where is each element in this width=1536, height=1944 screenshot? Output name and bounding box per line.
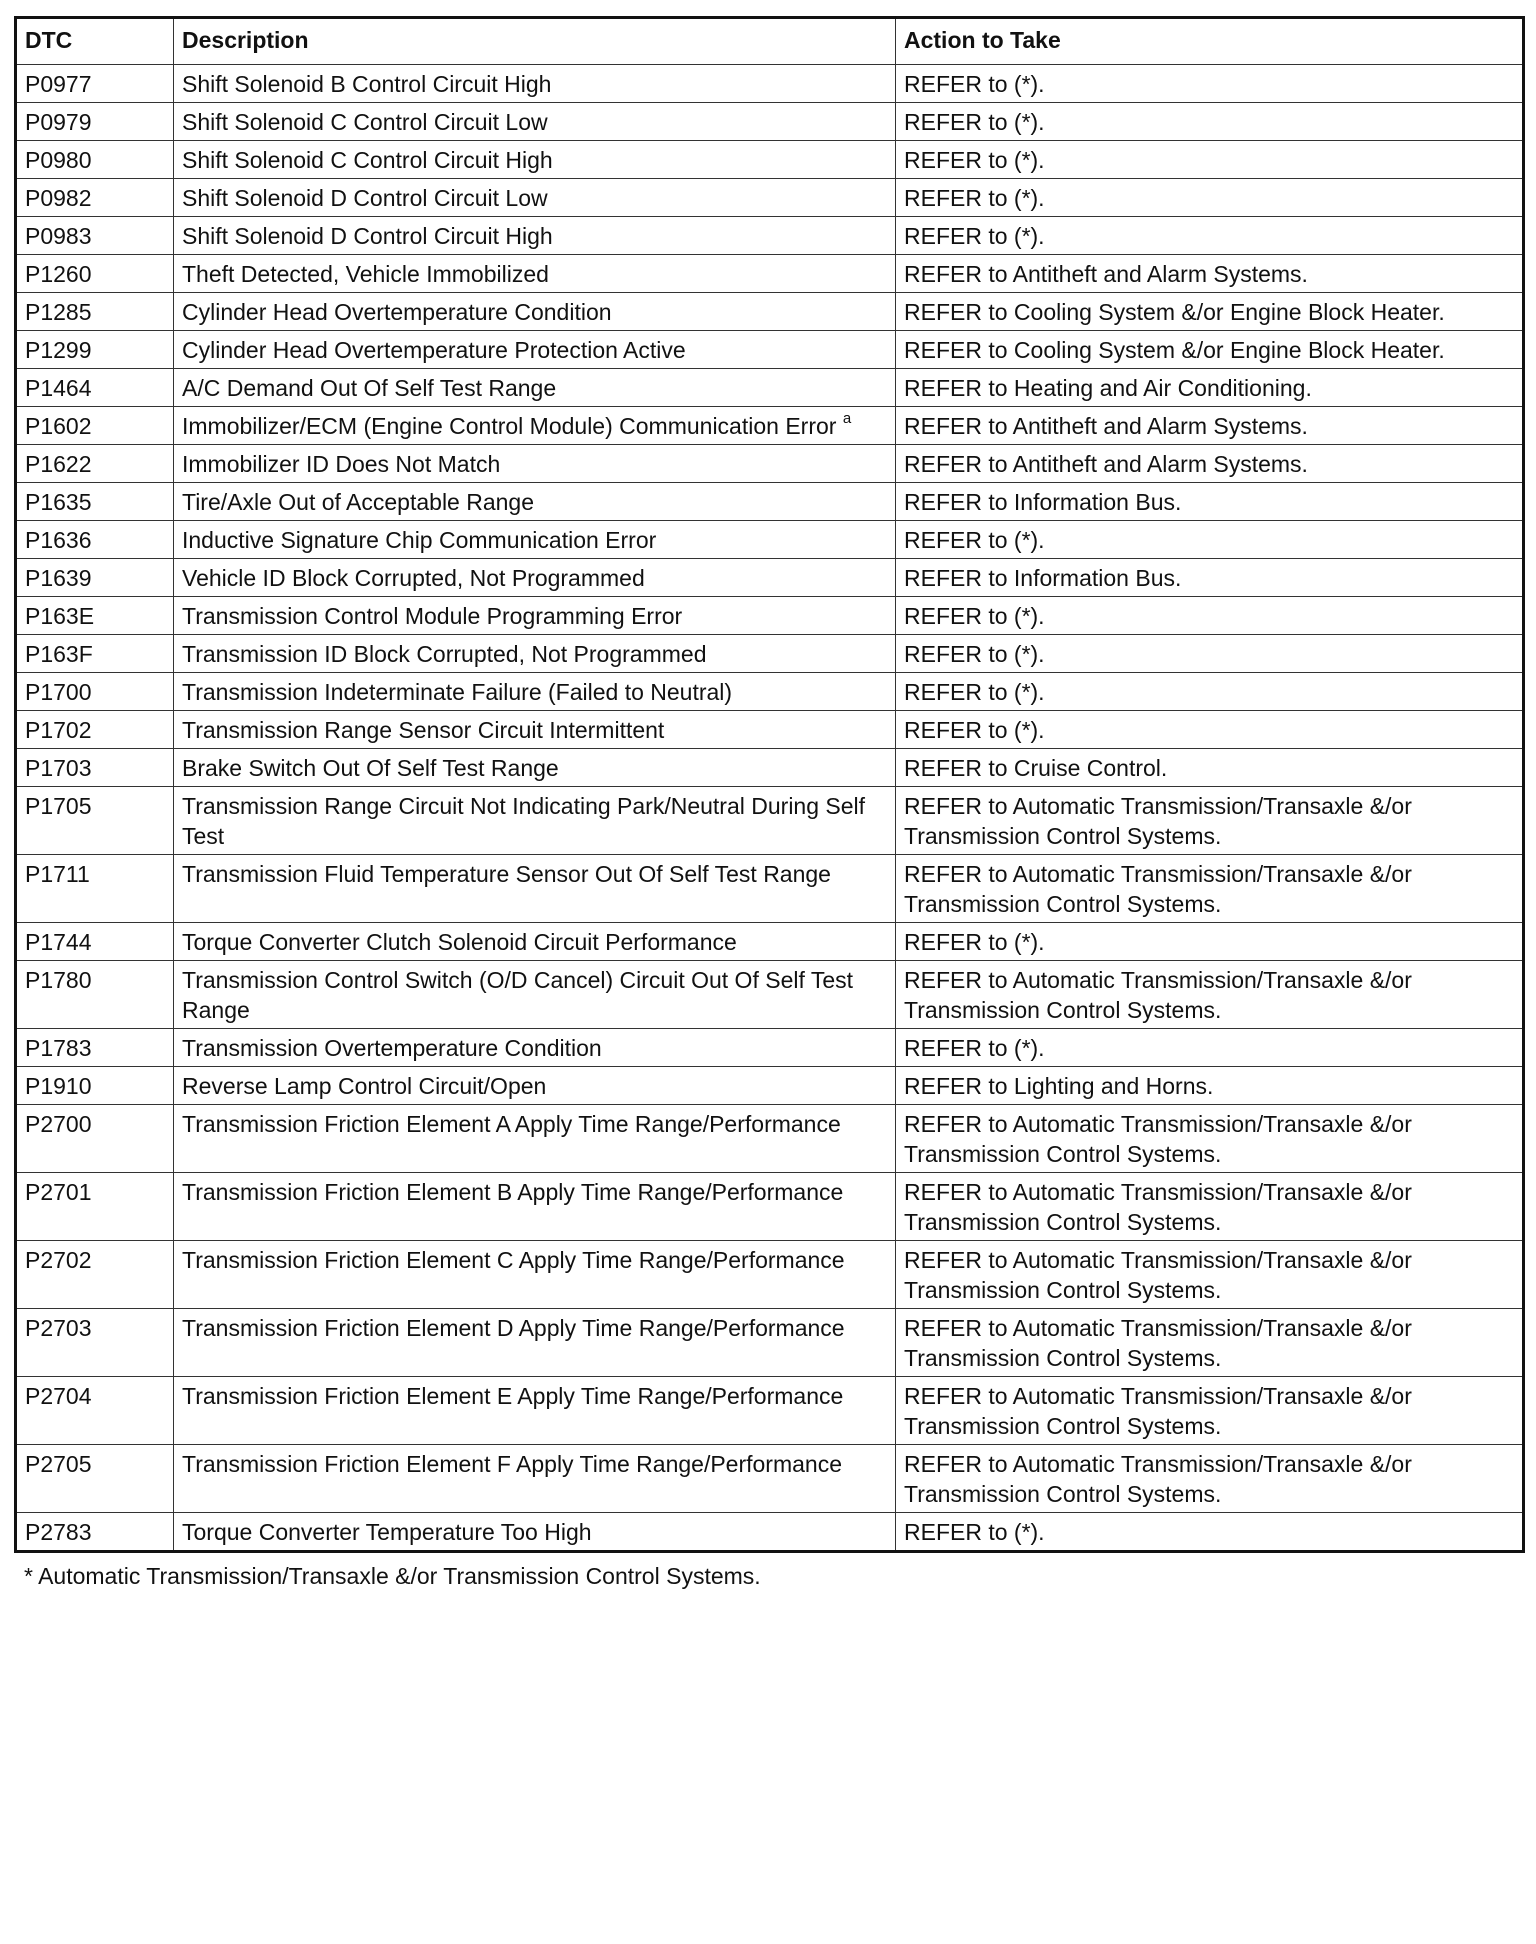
dtc-action: REFER to (*).: [896, 923, 1524, 961]
dtc-code: P1780: [16, 961, 174, 1029]
description-text: Shift Solenoid C Control Circuit Low: [182, 109, 548, 135]
description-text: Transmission Friction Element F Apply Time Range/Performance: [182, 1451, 843, 1477]
dtc-code: P1636: [16, 521, 174, 559]
table-row: [16, 141, 1524, 179]
table-row: [16, 749, 1524, 787]
dtc-description: [174, 255, 896, 293]
table-row: [16, 217, 1524, 255]
dtc-action: REFER to (*).: [896, 217, 1524, 255]
dtc-action: REFER to Automatic Transmission/Transaxle &/or Transmission Control Systems.: [896, 1377, 1524, 1445]
table-row: [16, 961, 1524, 1029]
dtc-description: [174, 141, 896, 179]
dtc-table: [14, 16, 1525, 1553]
table-row: [16, 1067, 1524, 1105]
dtc-action: REFER to Cruise Control.: [896, 749, 1524, 787]
table-row: [16, 1513, 1524, 1552]
dtc-action: REFER to (*).: [896, 179, 1524, 217]
dtc-code: P0983: [16, 217, 174, 255]
dtc-action: REFER to (*).: [896, 1029, 1524, 1067]
table-row: [16, 331, 1524, 369]
dtc-description: [174, 1029, 896, 1067]
description-text: Vehicle ID Block Corrupted, Not Programmed: [182, 565, 645, 591]
table-row: [16, 855, 1524, 923]
dtc-action: REFER to (*).: [896, 635, 1524, 673]
description-text: Shift Solenoid D Control Circuit High: [182, 223, 553, 249]
dtc-description: [174, 855, 896, 923]
table-body: [16, 65, 1524, 1552]
dtc-action: REFER to Heating and Air Conditioning.: [896, 369, 1524, 407]
dtc-code: P1299: [16, 331, 174, 369]
dtc-description: [174, 1067, 896, 1105]
dtc-description: [174, 559, 896, 597]
table-row: [16, 1309, 1524, 1377]
dtc-action: REFER to Automatic Transmission/Transaxle &/or Transmission Control Systems.: [896, 1445, 1524, 1513]
dtc-description: [174, 961, 896, 1029]
description-text: A/C Demand Out Of Self Test Range: [182, 375, 557, 401]
description-text: Brake Switch Out Of Self Test Range: [182, 755, 559, 781]
dtc-description: [174, 711, 896, 749]
description-text: Inductive Signature Chip Communication Error: [182, 527, 657, 553]
table-row: [16, 597, 1524, 635]
dtc-action: REFER to (*).: [896, 597, 1524, 635]
table-row: [16, 103, 1524, 141]
table-row: [16, 65, 1524, 103]
dtc-description: [174, 1377, 896, 1445]
description-text: Tire/Axle Out of Acceptable Range: [182, 489, 535, 515]
dtc-description: [174, 1513, 896, 1552]
description-text: Torque Converter Temperature Too High: [182, 1519, 592, 1545]
table-row: [16, 483, 1524, 521]
description-text: Transmission Friction Element E Apply Time Range/Performance: [182, 1383, 844, 1409]
dtc-code: P1744: [16, 923, 174, 961]
dtc-code: P163E: [16, 597, 174, 635]
header-dtc: DTC: [16, 18, 174, 65]
dtc-description: [174, 787, 896, 855]
description-text: Transmission Friction Element B Apply Time Range/Performance: [182, 1179, 844, 1205]
table-row: [16, 445, 1524, 483]
dtc-code: P0980: [16, 141, 174, 179]
dtc-description: [174, 673, 896, 711]
dtc-action: REFER to Lighting and Horns.: [896, 1067, 1524, 1105]
dtc-action: REFER to (*).: [896, 103, 1524, 141]
dtc-action: REFER to (*).: [896, 1513, 1524, 1552]
footnote: * Automatic Transmission/Transaxle &/or Transmission Control Systems.: [24, 1563, 761, 1589]
description-text: Cylinder Head Overtemperature Protection Active: [182, 337, 686, 363]
dtc-description: [174, 179, 896, 217]
dtc-description: [174, 103, 896, 141]
dtc-code: P2700: [16, 1105, 174, 1173]
table-row: [16, 1445, 1524, 1513]
dtc-action: REFER to (*).: [896, 711, 1524, 749]
description-text: Transmission Indeterminate Failure (Failed to Neutral): [182, 679, 733, 705]
dtc-description: [174, 635, 896, 673]
dtc-action: REFER to Automatic Transmission/Transaxle &/or Transmission Control Systems.: [896, 1105, 1524, 1173]
dtc-description: [174, 1309, 896, 1377]
dtc-description: [174, 407, 896, 445]
dtc-action: REFER to Antitheft and Alarm Systems.: [896, 407, 1524, 445]
dtc-description: [174, 597, 896, 635]
dtc-code: P0979: [16, 103, 174, 141]
description-text: Transmission Fluid Temperature Sensor Out Of Self Test Range: [182, 861, 831, 887]
table-row: [16, 369, 1524, 407]
dtc-description: [174, 1445, 896, 1513]
dtc-code: P1910: [16, 1067, 174, 1105]
dtc-action: REFER to (*).: [896, 521, 1524, 559]
table-row: [16, 255, 1524, 293]
table-row: [16, 787, 1524, 855]
dtc-code: P1700: [16, 673, 174, 711]
table-row: [16, 673, 1524, 711]
description-text: Torque Converter Clutch Solenoid Circuit Performance: [182, 929, 737, 955]
dtc-action: REFER to Cooling System &/or Engine Block Heater.: [896, 331, 1524, 369]
dtc-code: P2703: [16, 1309, 174, 1377]
dtc-code: P2783: [16, 1513, 174, 1552]
description-text: Cylinder Head Overtemperature Condition: [182, 299, 612, 325]
description-text: Transmission Overtemperature Condition: [182, 1035, 602, 1061]
dtc-action: REFER to Automatic Transmission/Transaxle &/or Transmission Control Systems.: [896, 1241, 1524, 1309]
description-text: Reverse Lamp Control Circuit/Open: [182, 1073, 547, 1099]
dtc-code: P1635: [16, 483, 174, 521]
dtc-description: [174, 65, 896, 103]
description-text: Transmission Friction Element C Apply Time Range/Performance: [182, 1247, 845, 1273]
dtc-code: P1622: [16, 445, 174, 483]
dtc-action: REFER to Antitheft and Alarm Systems.: [896, 445, 1524, 483]
dtc-code: P2705: [16, 1445, 174, 1513]
dtc-description: [174, 217, 896, 255]
table-row: [16, 635, 1524, 673]
description-text: Transmission Range Circuit Not Indicating Park/Neutral During Self Test: [182, 793, 866, 849]
dtc-code: P1703: [16, 749, 174, 787]
table-row: [16, 711, 1524, 749]
dtc-description: [174, 1173, 896, 1241]
dtc-action: REFER to Automatic Transmission/Transaxle &/or Transmission Control Systems.: [896, 787, 1524, 855]
dtc-code: P1602: [16, 407, 174, 445]
description-text: Immobilizer/ECM (Engine Control Module) Communication Error: [182, 413, 837, 439]
table-row: [16, 1173, 1524, 1241]
dtc-action: REFER to Information Bus.: [896, 483, 1524, 521]
table-row: [16, 1377, 1524, 1445]
dtc-action: REFER to Automatic Transmission/Transaxle &/or Transmission Control Systems.: [896, 1309, 1524, 1377]
dtc-code: P1702: [16, 711, 174, 749]
dtc-action: REFER to (*).: [896, 673, 1524, 711]
header-description: Description: [174, 18, 896, 65]
description-text: Transmission Control Module Programming Error: [182, 603, 683, 629]
dtc-description: [174, 1241, 896, 1309]
table-row: [16, 1029, 1524, 1067]
footnote-marker: a: [842, 410, 852, 428]
dtc-code: P1783: [16, 1029, 174, 1067]
dtc-action: REFER to (*).: [896, 141, 1524, 179]
dtc-description: [174, 369, 896, 407]
dtc-description: [174, 749, 896, 787]
table-row: [16, 521, 1524, 559]
dtc-action: REFER to Cooling System &/or Engine Block Heater.: [896, 293, 1524, 331]
table-row: [16, 407, 1524, 445]
description-text: Transmission Friction Element D Apply Time Range/Performance: [182, 1315, 845, 1341]
description-text: Transmission Control Switch (O/D Cancel) Circuit Out Of Self Test Range: [182, 967, 854, 1023]
dtc-code: P2702: [16, 1241, 174, 1309]
table-row: [16, 179, 1524, 217]
dtc-code: P0982: [16, 179, 174, 217]
dtc-code: P1639: [16, 559, 174, 597]
dtc-description: [174, 445, 896, 483]
table-row: [16, 559, 1524, 597]
dtc-description: [174, 331, 896, 369]
dtc-code: P1464: [16, 369, 174, 407]
description-text: Transmission Range Sensor Circuit Intermittent: [182, 717, 665, 743]
description-text: Shift Solenoid D Control Circuit Low: [182, 185, 548, 211]
description-text: Immobilizer ID Does Not Match: [182, 451, 501, 477]
dtc-code: P1285: [16, 293, 174, 331]
dtc-code: P163F: [16, 635, 174, 673]
header-action: Action to Take: [896, 18, 1524, 65]
description-text: Theft Detected, Vehicle Immobilized: [182, 261, 549, 287]
description-text: Shift Solenoid B Control Circuit High: [182, 71, 552, 97]
table-row: [16, 1105, 1524, 1173]
dtc-action: REFER to Automatic Transmission/Transaxle &/or Transmission Control Systems.: [896, 961, 1524, 1029]
dtc-action: REFER to Antitheft and Alarm Systems.: [896, 255, 1524, 293]
dtc-action: REFER to Information Bus.: [896, 559, 1524, 597]
description-text: Shift Solenoid C Control Circuit High: [182, 147, 553, 173]
dtc-description: [174, 923, 896, 961]
dtc-code: P1711: [16, 855, 174, 923]
header-row: [16, 18, 1524, 65]
dtc-code: P1705: [16, 787, 174, 855]
description-text: Transmission ID Block Corrupted, Not Programmed: [182, 641, 707, 667]
table-row: [16, 923, 1524, 961]
dtc-code: P0977: [16, 65, 174, 103]
dtc-code: P2701: [16, 1173, 174, 1241]
dtc-action: REFER to Automatic Transmission/Transaxle &/or Transmission Control Systems.: [896, 1173, 1524, 1241]
document-page: [14, 16, 1522, 1590]
dtc-description: [174, 293, 896, 331]
table-row: [16, 293, 1524, 331]
dtc-code: P2704: [16, 1377, 174, 1445]
dtc-description: [174, 1105, 896, 1173]
description-text: Transmission Friction Element A Apply Time Range/Performance: [182, 1111, 841, 1137]
table-header: [16, 18, 1524, 65]
dtc-action: REFER to (*).: [896, 65, 1524, 103]
dtc-description: [174, 483, 896, 521]
dtc-code: P1260: [16, 255, 174, 293]
table-row: [16, 1241, 1524, 1309]
dtc-description: [174, 521, 896, 559]
dtc-action: REFER to Automatic Transmission/Transaxle &/or Transmission Control Systems.: [896, 855, 1524, 923]
